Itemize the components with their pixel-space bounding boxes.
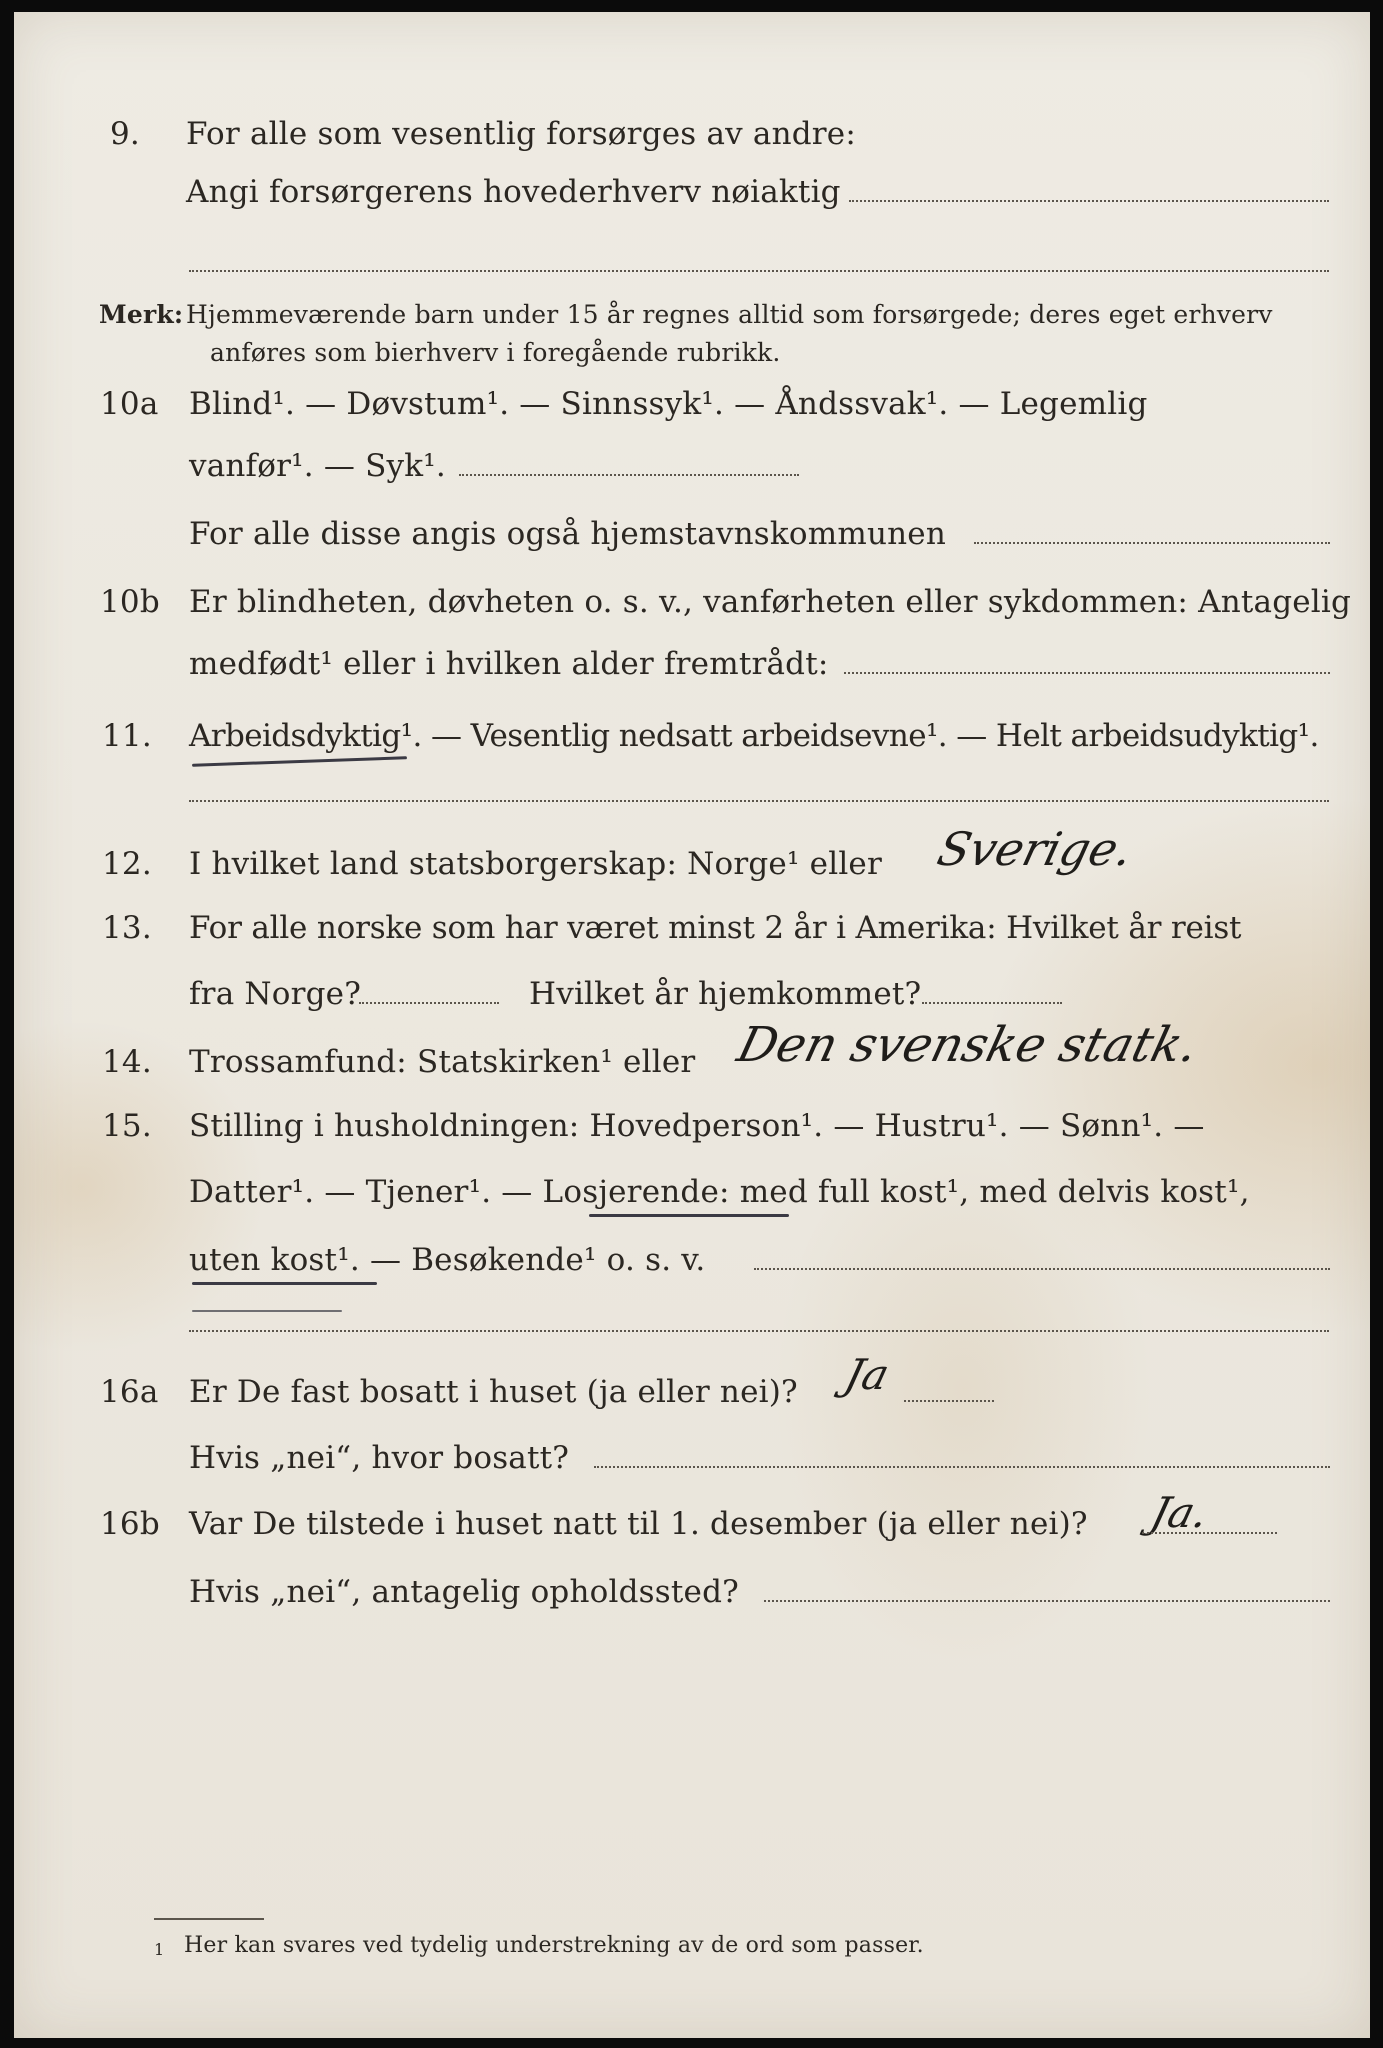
q10b-answer-line[interactable]	[844, 672, 1330, 674]
q16b-opholdssted-line[interactable]	[764, 1600, 1330, 1602]
q16b-handwritten-answer[interactable]: Ja.	[1146, 1488, 1214, 1537]
q10a-number: 10a	[100, 386, 159, 422]
q10a-line3: For alle disse angis også hjemstavnskommunen	[189, 516, 946, 552]
merk-line1: Hjemmeværende barn under 15 år regnes alltid som forsørgede; deres eget erhverv	[186, 300, 1273, 329]
q10b-line2: medfødt¹ eller i hvilken alder fremtrådt:	[189, 646, 829, 682]
q15-line3: uten kost¹. — Besøkende¹ o. s. v.	[189, 1242, 706, 1278]
q10a-hjemstavn-line[interactable]	[974, 542, 1330, 544]
q13-line2a: fra Norge?	[189, 976, 362, 1012]
q12-line1: I hvilket land statsborgerskap: Norge¹ eller	[189, 846, 882, 882]
q16b-answer-line[interactable]	[1142, 1532, 1277, 1534]
q15-extra-stroke	[192, 1310, 342, 1312]
q11-arbeidsdyktig-underline	[192, 756, 407, 767]
q16a-handwritten-answer[interactable]: Ja	[840, 1350, 895, 1399]
q10a-answer-line[interactable]	[459, 474, 799, 476]
q14-number: 14.	[102, 1044, 152, 1080]
footnote-text: Her kan svares ved tydelig understrekning av de ord som passer.	[184, 1933, 924, 1958]
q9-number: 9.	[110, 116, 140, 152]
census-form-page	[14, 12, 1370, 2038]
q11-line1: Arbeidsdyktig¹. — Vesentlig nedsatt arbeidsevne¹. — Helt arbeidsudyktig¹.	[189, 718, 1319, 754]
q14-line1: Trossamfund: Statskirken¹ eller	[189, 1044, 696, 1080]
q9-answer-line-2[interactable]	[189, 270, 1329, 272]
q11-number: 11.	[102, 718, 152, 754]
q10a-line1: Blind¹. — Døvstum¹. — Sinnssyk¹. — Åndssvak¹. — Legemlig	[189, 386, 1148, 422]
q16a-line2: Hvis „nei“, hvor bosatt?	[189, 1440, 570, 1476]
q16b-number: 16b	[100, 1506, 160, 1542]
q9-line2: Angi forsørgerens hovederhverv nøiaktig	[186, 174, 841, 210]
footnote-mark: 1	[154, 1940, 165, 1959]
q16b-line1: Var De tilstede i huset natt til 1. desember (ja eller nei)?	[189, 1506, 1088, 1542]
q13-line1: For alle norske som har været minst 2 år i Amerika: Hvilket år reist	[189, 910, 1242, 946]
q15-losjerende-underline	[589, 1214, 789, 1217]
q12-number: 12.	[102, 846, 152, 882]
q10b-number: 10b	[100, 584, 160, 620]
merk-label: Merk:	[99, 300, 184, 329]
q15-answer-line-2[interactable]	[189, 1330, 1329, 1332]
q13-reist-line[interactable]	[359, 1002, 499, 1004]
q16a-answer-line[interactable]	[904, 1400, 994, 1402]
q15-line2: Datter¹. — Tjener¹. — Losjerende: med full kost¹, med delvis kost¹,	[189, 1174, 1250, 1210]
q15-line1: Stilling i husholdningen: Hovedperson¹. — Hustru¹. — Sønn¹. —	[189, 1108, 1205, 1144]
merk-line2: anføres som bierhverv i foregående rubrikk.	[210, 338, 781, 367]
q16a-bosatt-line[interactable]	[594, 1466, 1330, 1468]
q9-line1: For alle som vesentlig forsørges av andre:	[186, 116, 856, 152]
q13-hjemkommet-line[interactable]	[922, 1002, 1062, 1004]
q15-answer-line[interactable]	[754, 1268, 1330, 1270]
footnote-rule	[154, 1918, 264, 1920]
q13-line2b: Hvilket år hjemkommet?	[529, 976, 922, 1012]
q9-answer-line[interactable]	[849, 200, 1329, 202]
q16a-line1: Er De fast bosatt i huset (ja eller nei)?	[189, 1374, 798, 1410]
q10a-line2: vanfør¹. — Syk¹.	[189, 448, 446, 484]
q14-handwritten-answer[interactable]: Den svenske statk.	[732, 1017, 1204, 1073]
q16b-line2: Hvis „nei“, antagelig opholdssted?	[189, 1574, 739, 1610]
q15-number: 15.	[102, 1108, 152, 1144]
q13-number: 13.	[102, 910, 152, 946]
q15-uten-kost-underline	[192, 1282, 377, 1285]
q10b-line1: Er blindheten, døvheten o. s. v., vanførheten eller sykdommen: Antagelig	[189, 584, 1352, 620]
q16a-number: 16a	[100, 1374, 159, 1410]
q11-answer-line[interactable]	[189, 800, 1329, 802]
q12-handwritten-answer[interactable]: Sverige.	[932, 822, 1139, 876]
